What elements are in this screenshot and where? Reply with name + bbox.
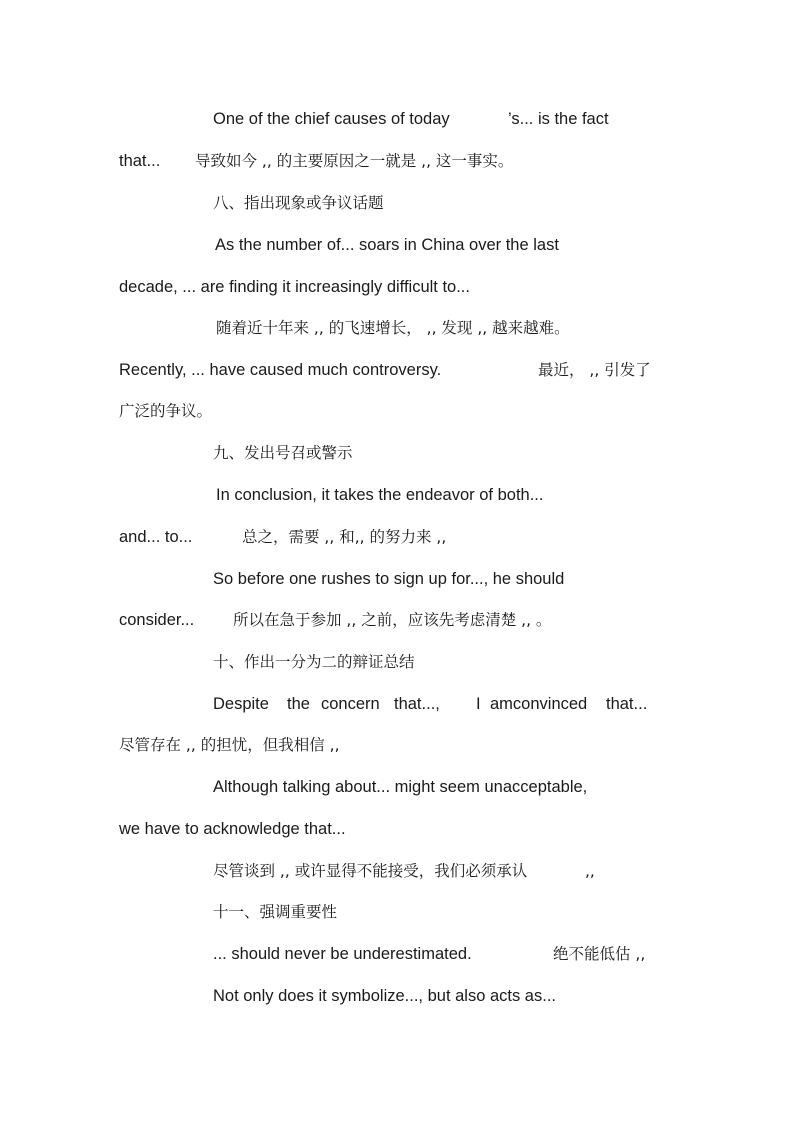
text-line: that...: [119, 152, 161, 170]
text-line: 尽管存在 ,, 的担忧，但我相信 ,,: [119, 736, 340, 754]
text-line: Not only does it symbolize..., but also acts as...: [213, 987, 556, 1005]
text-line: ... should never be underestimated.: [213, 945, 472, 963]
text-word: that...,: [394, 695, 440, 713]
text-line: 随着近十年来 ,, 的飞速增长， ,, 发现 ,, 越来越难。: [216, 319, 570, 337]
text-line: and... to...: [119, 528, 193, 546]
section-heading: 十、作出一分为二的辩证总结: [213, 653, 415, 671]
text-word: Despite: [213, 695, 269, 713]
text-line: consider...: [119, 611, 195, 629]
text-word: I: [476, 695, 481, 713]
text-line: 尽管谈到 ,, 或许显得不能接受，我们必须承认: [213, 862, 528, 880]
section-heading: 九、发出号召或警示: [213, 444, 353, 462]
text-word: concern: [321, 695, 380, 713]
text-line: decade, ... are finding it increasingly difficult to...: [119, 278, 470, 296]
text-line: 广泛的争议。: [119, 402, 213, 420]
text-line: we have to acknowledge that...: [119, 820, 346, 838]
text-line: 最近， ,, 引发了: [538, 361, 651, 379]
text-line: So before one rushes to sign up for..., he should: [213, 570, 565, 588]
text-line: Although talking about... might seem unacceptable,: [213, 778, 588, 796]
text-word: that...: [606, 695, 648, 713]
text-line: ’s... is the fact: [508, 110, 609, 128]
text-line: One of the chief causes of today: [213, 110, 450, 128]
text-word: the: [287, 695, 310, 713]
text-line: In conclusion, it takes the endeavor of both...: [216, 486, 544, 504]
section-heading: 八、指出现象或争议话题: [213, 194, 384, 212]
section-heading: 十一、强调重要性: [213, 903, 338, 921]
text-line: 绝不能低估 ,,: [553, 945, 646, 963]
text-line: Recently, ... have caused much controversy.: [119, 361, 442, 379]
text-line: 所以在急于参加 ,, 之前，应该先考虑清楚 ,, 。: [233, 611, 552, 629]
text-line: 导致如今 ,, 的主要原因之一就是 ,, 这一事实。: [195, 152, 514, 170]
text-word: amconvinced: [490, 695, 588, 713]
text-line: As the number of... soars in China over the last: [215, 236, 559, 254]
text-line: ,,: [585, 862, 595, 880]
text-line: 总之，需要 ,, 和,, 的努力来 ,,: [242, 528, 447, 546]
